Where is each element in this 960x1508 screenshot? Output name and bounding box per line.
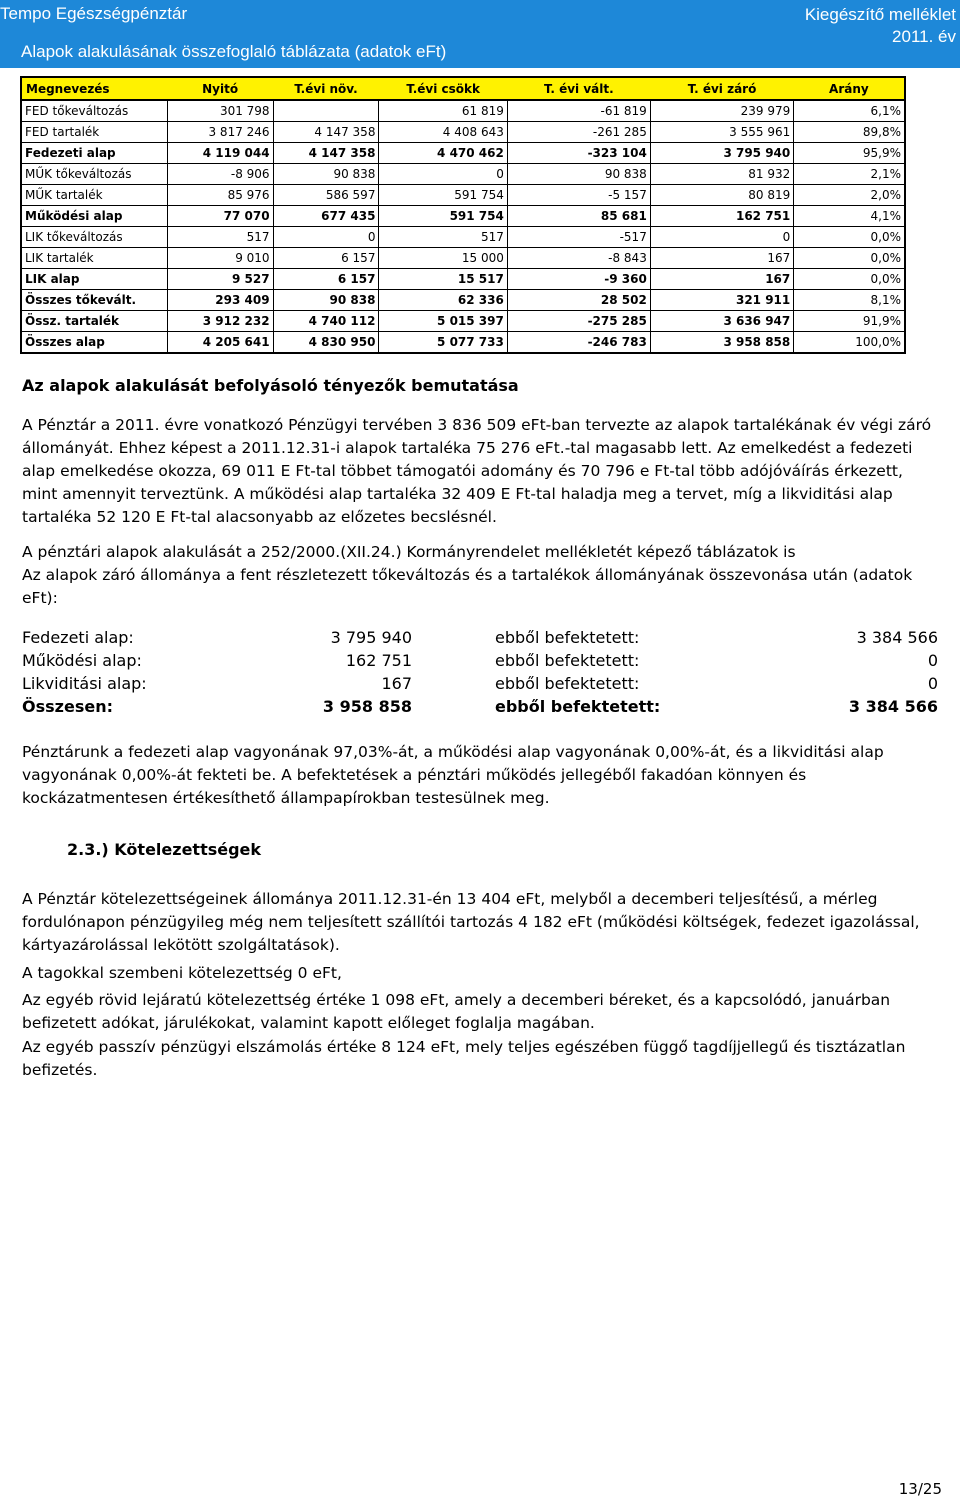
- table-row: [21, 100, 905, 122]
- section-heading: Az alapok alakulását befolyásoló tényezők bemutatása: [22, 376, 519, 395]
- paragraph: Az egyéb passzív pénzügyi elszámolás értéke 8 124 eFt, mely teljes egészében függő tagdíjjellegű és tisztázatlan befizetés.: [22, 1038, 906, 1079]
- invest-value: 3 384 566: [856, 628, 938, 647]
- table-cell: 239 979: [650, 100, 793, 122]
- invest-label: ebből befektetett:: [495, 674, 640, 693]
- table-row: [21, 311, 905, 332]
- paragraph: A pénztári alapok alakulását a 252/2000.(XII.24.) Kormányrendelet mellékletét képező táblázatok is: [22, 543, 796, 561]
- table-cell: -261 285: [507, 122, 650, 143]
- org-name: Tempo Egészségpénztár: [0, 4, 188, 23]
- summary-value: 167: [381, 674, 412, 693]
- table-row: [21, 206, 905, 227]
- row-label: FED tartalék: [21, 122, 167, 143]
- page-number: 13/25: [898, 1480, 942, 1498]
- table-cell: 4 470 462: [379, 143, 507, 164]
- table-body: [21, 100, 905, 353]
- table-cell: 85 976: [167, 185, 273, 206]
- table-cell: 80 819: [650, 185, 793, 206]
- table-cell: 167: [650, 269, 793, 290]
- table-cell: 91,9%: [794, 311, 905, 332]
- table-cell: 90 838: [273, 290, 379, 311]
- table-cell: 100,0%: [794, 332, 905, 354]
- row-label: Működési alap: [21, 206, 167, 227]
- table-cell: 3 817 246: [167, 122, 273, 143]
- table-row: [21, 269, 905, 290]
- table-cell: 90 838: [507, 164, 650, 185]
- table-cell: -275 285: [507, 311, 650, 332]
- table-cell: 586 597: [273, 185, 379, 206]
- table-cell: 4 119 044: [167, 143, 273, 164]
- invest-value: 0: [927, 674, 938, 693]
- table-row: [21, 164, 905, 185]
- table-cell: 9 527: [167, 269, 273, 290]
- table-header-row: [21, 77, 905, 100]
- invest-label: ebből befektetett:: [495, 651, 640, 670]
- table-cell: 15 517: [379, 269, 507, 290]
- paragraph: A Pénztár a 2011. évre vonatkozó Pénzügyi tervében 3 836 509 eFt-ban tervezte az alapok tartalékának év végi záró állományát. Ehhez képest a 2011.12.31-i alapok tartaléka 75 276 eFt.-tal magasabb lett. Az emelkedést a fedezeti alap emelkedése okozza, 69 011 E Ft-tal többet támogatói adomány és 70 796 e Ft-tal több adójóváírás érkezett, mint amennyit terveztünk. A működési alap tartaléka 32 409 E Ft-tal haladja meg a tervet, míg a likviditási alap tartaléka 52 120 E Ft-tal alacsonyabb az előzetes becslésnél.: [22, 416, 932, 526]
- table-cell: 2,1%: [794, 164, 905, 185]
- table-cell: 2,0%: [794, 185, 905, 206]
- col-header: Nyitó: [167, 77, 273, 100]
- table-row: [21, 185, 905, 206]
- row-label: MŰK tőkeváltozás: [21, 164, 167, 185]
- table-cell: 293 409: [167, 290, 273, 311]
- table-cell: 321 911: [650, 290, 793, 311]
- col-header: T.évi csökk: [379, 77, 507, 100]
- row-label: LIK tőkeváltozás: [21, 227, 167, 248]
- row-label: Összes alap: [21, 332, 167, 354]
- table-cell: 90 838: [273, 164, 379, 185]
- table-cell: -323 104: [507, 143, 650, 164]
- table-cell: 0: [273, 227, 379, 248]
- table-row: [21, 290, 905, 311]
- summary-value: 3 795 940: [330, 628, 412, 647]
- table-cell: 301 798: [167, 100, 273, 122]
- summary-label: Összesen:: [22, 697, 113, 716]
- row-label: FED tőkeváltozás: [21, 100, 167, 122]
- table-cell: 0: [379, 164, 507, 185]
- section-heading: 2.3.) Kötelezettségek: [67, 840, 262, 859]
- summary-row: [22, 674, 940, 696]
- table-cell: -8 843: [507, 248, 650, 269]
- summary-value: 3 958 858: [322, 697, 412, 716]
- paragraph: Az alapok záró állománya a fent részletezett tőkeváltozás és a tartalékok állományának összevonása után (adatok eFt):: [22, 566, 913, 607]
- funds-table: [20, 76, 906, 354]
- table-cell: 162 751: [650, 206, 793, 227]
- table-cell: 3 958 858: [650, 332, 793, 354]
- col-header: Megnevezés: [21, 77, 167, 100]
- row-label: Fedezeti alap: [21, 143, 167, 164]
- table-cell: 4 147 358: [273, 122, 379, 143]
- invest-label: ebből befektetett:: [495, 628, 640, 647]
- table-cell: 5 015 397: [379, 311, 507, 332]
- summary-row: [22, 651, 940, 673]
- table-cell: 28 502: [507, 290, 650, 311]
- page-header: [0, 0, 960, 68]
- table-cell: -61 819: [507, 100, 650, 122]
- table-cell: 4,1%: [794, 206, 905, 227]
- table-cell: -5 157: [507, 185, 650, 206]
- paragraph: Pénztárunk a fedezeti alap vagyonának 97,03%-át, a működési alap vagyonának 0,00%-át, és a likviditási alap vagyonának 0,00%-át fekteti be. A befektetések a pénztári működés jellegéből fakadóan könnyen és kockázatmentesen értékesíthető állampapírokban testesülnek meg.: [22, 743, 884, 807]
- col-header: T. évi vált.: [507, 77, 650, 100]
- table-cell: 0,0%: [794, 269, 905, 290]
- table-cell: 6 157: [273, 269, 379, 290]
- invest-value: 3 384 566: [848, 697, 938, 716]
- table-cell: 591 754: [379, 185, 507, 206]
- paragraph: Az egyéb rövid lejáratú kötelezettség értéke 1 098 eFt, amely a decemberi béreket, és a kapcsolódó, januárban befizetett adókat, járulékokat, valamint kapott előleget foglalja magában.: [22, 991, 891, 1032]
- row-label: LIK tartalék: [21, 248, 167, 269]
- summary-label: Likviditási alap:: [22, 674, 147, 693]
- table-cell: 9 010: [167, 248, 273, 269]
- col-header: T.évi növ.: [273, 77, 379, 100]
- table-cell: 89,8%: [794, 122, 905, 143]
- table-cell: 3 795 940: [650, 143, 793, 164]
- table-cell: 4 740 112: [273, 311, 379, 332]
- summary-value: 162 751: [345, 651, 412, 670]
- paragraph: A Pénztár kötelezettségeinek állománya 2011.12.31-én 13 404 eFt, melyből a decemberi teljesítésű, a mérleg fordulónapon pénzügyileg még nem teljesített szállítói tartozás 4 182 eFt (működési költségek, fedezet igazolással, kártyazárolással lekötött szolgáltatások).: [22, 890, 920, 954]
- table-cell: 85 681: [507, 206, 650, 227]
- table-cell: 5 077 733: [379, 332, 507, 354]
- doc-year: 2011. év: [892, 27, 956, 46]
- table-cell: 0,0%: [794, 227, 905, 248]
- paragraph: A tagokkal szembeni kötelezettség 0 eFt,: [22, 964, 342, 982]
- table-cell: 167: [650, 248, 793, 269]
- row-label: Össz. tartalék: [21, 311, 167, 332]
- doc-title: Kiegészítő melléklet: [804, 5, 956, 24]
- row-label: LIK alap: [21, 269, 167, 290]
- table-cell: 3 555 961: [650, 122, 793, 143]
- table-cell: [273, 100, 379, 122]
- table-row: [21, 143, 905, 164]
- table-cell: 3 912 232: [167, 311, 273, 332]
- summary-label: Működési alap:: [22, 651, 142, 670]
- table-cell: 6,1%: [794, 100, 905, 122]
- table-cell: -9 360: [507, 269, 650, 290]
- row-label: Összes tőkevált.: [21, 290, 167, 311]
- table-cell: 0,0%: [794, 248, 905, 269]
- table-cell: 4 147 358: [273, 143, 379, 164]
- table-cell: 4 408 643: [379, 122, 507, 143]
- row-label: MŰK tartalék: [21, 185, 167, 206]
- table-row: [21, 227, 905, 248]
- invest-label: ebből befektetett:: [495, 697, 661, 716]
- table-cell: 4 830 950: [273, 332, 379, 354]
- table-cell: 81 932: [650, 164, 793, 185]
- table-cell: 4 205 641: [167, 332, 273, 354]
- table-cell: 591 754: [379, 206, 507, 227]
- table-cell: 8,1%: [794, 290, 905, 311]
- table-cell: 517: [167, 227, 273, 248]
- table-row: [21, 122, 905, 143]
- table-cell: 517: [379, 227, 507, 248]
- table-cell: 677 435: [273, 206, 379, 227]
- col-header: Arány: [794, 77, 905, 100]
- summary-label: Fedezeti alap:: [22, 628, 134, 647]
- invest-value: 0: [927, 651, 938, 670]
- table-cell: -8 906: [167, 164, 273, 185]
- summary-row: [22, 697, 940, 719]
- table-cell: -246 783: [507, 332, 650, 354]
- table-cell: 15 000: [379, 248, 507, 269]
- table-cell: 3 636 947: [650, 311, 793, 332]
- table-cell: 77 070: [167, 206, 273, 227]
- table-row: [21, 248, 905, 269]
- table-cell: 62 336: [379, 290, 507, 311]
- col-header: T. évi záró: [650, 77, 793, 100]
- page-subtitle: Alapok alakulásának összefoglaló táblázata (adatok eFt): [21, 42, 447, 61]
- header-right: [805, 4, 956, 48]
- table-cell: 61 819: [379, 100, 507, 122]
- table-cell: 6 157: [273, 248, 379, 269]
- table-cell: -517: [507, 227, 650, 248]
- table-row: [21, 332, 905, 354]
- summary-row: [22, 628, 940, 650]
- table-cell: 95,9%: [794, 143, 905, 164]
- table-cell: 0: [650, 227, 793, 248]
